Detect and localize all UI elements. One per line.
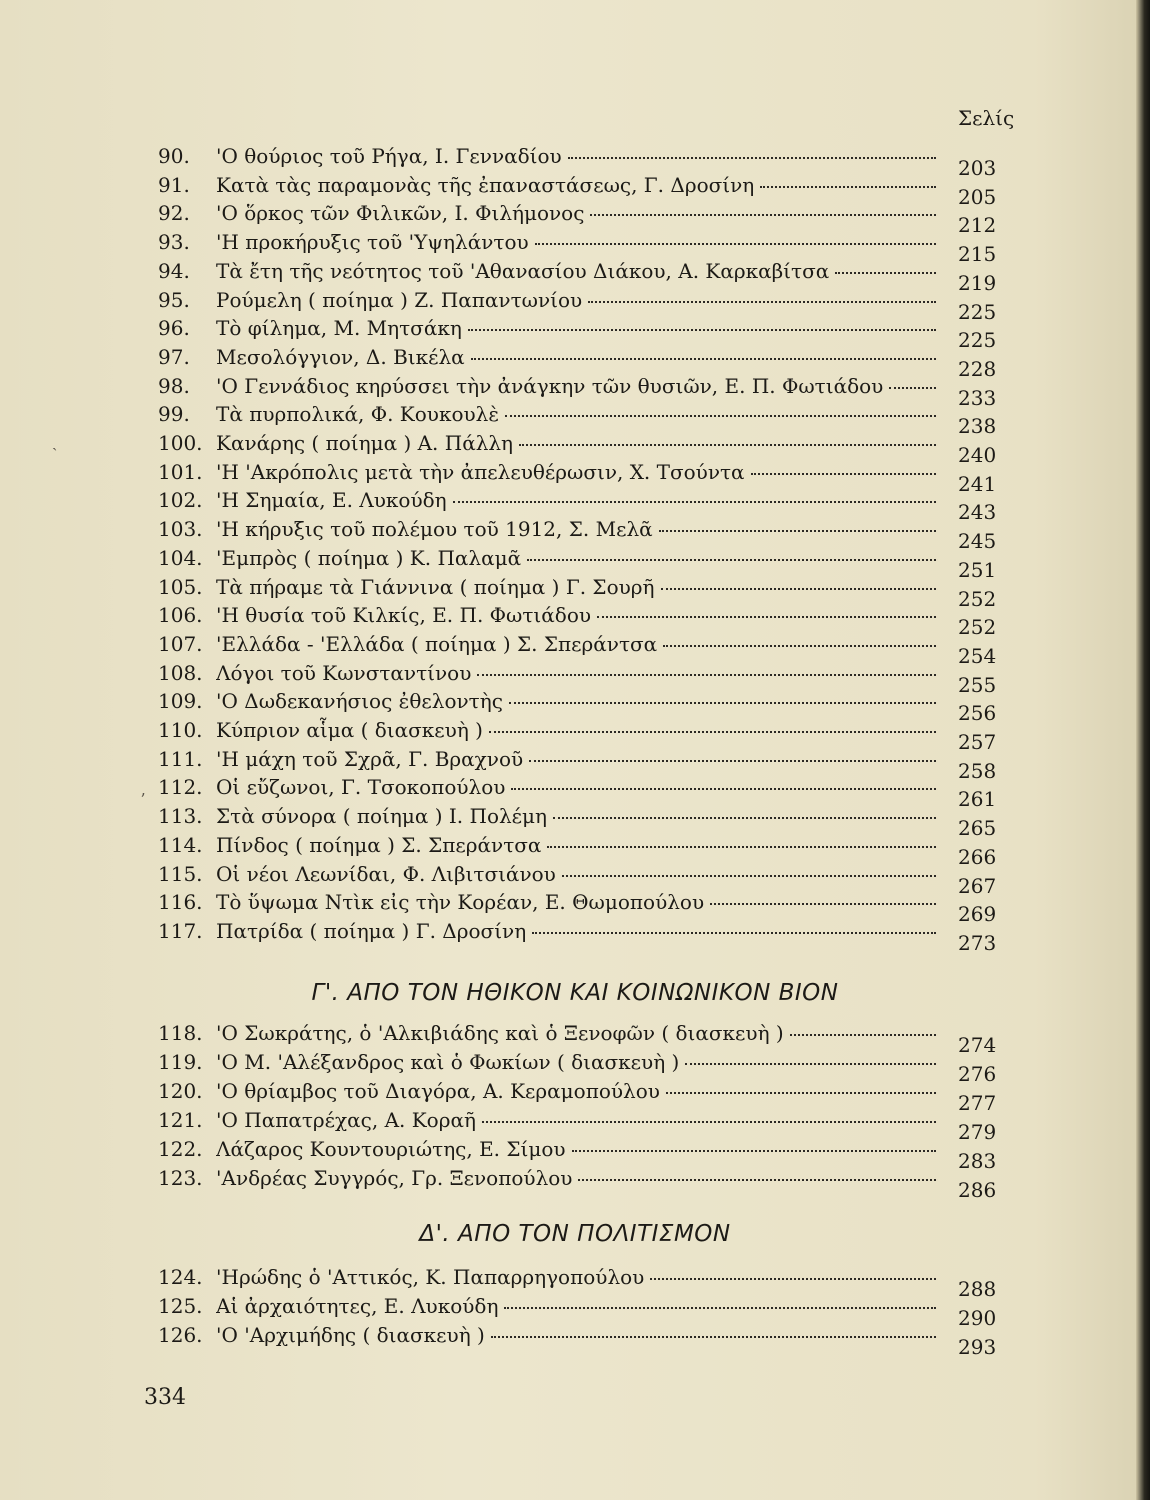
entry-title-wrapper — [216, 629, 936, 659]
toc-entry — [158, 514, 998, 554]
dot-leader — [547, 844, 936, 848]
dot-leader — [477, 672, 936, 676]
entry-page-number: 286 — [958, 1178, 997, 1202]
entry-title: Τὰ πήραμε τὰ Γιάννινα ( ποίημα ) Γ. Σουρῆ — [216, 574, 655, 599]
entry-page-number: 219 — [958, 270, 997, 295]
entry-page-number: 252 — [958, 615, 997, 640]
entry-page-number: 225 — [958, 328, 997, 353]
entry-title-wrapper — [216, 772, 936, 802]
entry-title-wrapper — [216, 1047, 936, 1077]
entry-page-number: 283 — [958, 1149, 997, 1173]
dot-leader — [572, 1148, 936, 1152]
entry-page-number: 258 — [958, 758, 997, 783]
toc-entry — [158, 916, 998, 955]
dot-leader — [519, 442, 936, 446]
toc-entry — [158, 1018, 998, 1057]
entry-page-number: 277 — [958, 1091, 997, 1115]
entry-title: Κανάρης ( ποίημα ) Α. Πάλλη — [216, 431, 514, 455]
entry-number: 92. — [158, 201, 190, 226]
entry-title-wrapper — [216, 801, 936, 831]
entry-page-number: 279 — [958, 1120, 997, 1144]
entry-title-wrapper — [216, 1018, 936, 1048]
entry-title-wrapper — [216, 313, 936, 343]
entry-page-number: 240 — [958, 443, 997, 467]
entry-number: 123. — [158, 1166, 203, 1190]
entry-page-number: 205 — [958, 184, 997, 209]
margin-mark: ʼ — [140, 790, 146, 809]
toc-entry — [158, 1076, 998, 1115]
entry-number: 105. — [158, 574, 203, 599]
entry-title: 'Ελλάδα - 'Ελλάδα ( ποίημα ) Σ. Σπεράντσα — [216, 631, 658, 656]
entry-page-number: 255 — [958, 672, 997, 697]
dot-leader — [535, 241, 936, 245]
dot-leader — [468, 327, 936, 331]
entry-title: 'Ο Μ. 'Αλέξανδρος καὶ ὁ Φωκίων ( διασκευὴ ) — [216, 1050, 680, 1074]
toc-entry — [158, 830, 998, 869]
toc-entry — [158, 887, 998, 927]
entry-number: 97. — [158, 344, 190, 369]
entry-number: 107. — [158, 631, 203, 656]
entry-title: 'Ο Γεννάδιος κηρύσσει τὴν ἀνάγκην τῶν θυσιῶν, Ε. Π. Φωτιάδου — [216, 373, 884, 398]
entry-number: 90. — [158, 144, 190, 168]
dot-leader — [590, 212, 936, 216]
dot-leader — [666, 1090, 936, 1094]
dot-leader — [453, 499, 936, 503]
entry-page-number: 288 — [958, 1277, 997, 1301]
entry-title-wrapper — [216, 371, 936, 401]
entry-page-number: 267 — [958, 873, 997, 898]
entry-number: 93. — [158, 230, 190, 255]
entry-number: 102. — [158, 488, 203, 513]
toc-entry — [158, 227, 998, 267]
entry-title: Τὰ πυρπολικά, Φ. Κουκουλὲ — [216, 402, 500, 427]
toc-entry — [158, 1163, 998, 1202]
entry-title-wrapper — [216, 399, 936, 429]
dot-leader — [588, 299, 936, 303]
entry-page-number: 252 — [958, 586, 997, 611]
entry-title: Πίνδος ( ποίημα ) Σ. Σπεράντσα — [216, 832, 542, 857]
entry-title: 'Ο ὅρκος τῶν Φιλικῶν, Ι. Φιλήμονος — [216, 201, 585, 226]
entry-number: 112. — [158, 775, 203, 800]
entry-title-wrapper — [216, 1320, 936, 1350]
entry-page-number: 266 — [958, 844, 997, 869]
toc-entry — [158, 772, 998, 812]
dot-leader — [471, 356, 936, 360]
entry-title: 'Ο Σωκράτης, ὁ 'Αλκιβιάδης καὶ ὁ Ξενοφῶν ( διασκευὴ ) — [216, 1021, 784, 1045]
dot-leader — [760, 184, 936, 188]
entry-page-number: 238 — [958, 414, 997, 439]
entry-page-number: 243 — [958, 500, 997, 525]
entry-number: 126. — [158, 1323, 203, 1347]
entry-page-number: 276 — [958, 1062, 997, 1086]
entry-number: 94. — [158, 258, 190, 283]
entry-title: 'Η μάχη τοῦ Σχρᾶ, Γ. Βραχνοῦ — [216, 746, 524, 771]
dot-leader — [504, 1305, 936, 1309]
toc-entry — [158, 399, 998, 439]
entry-page-number: 245 — [958, 529, 997, 554]
dot-leader — [835, 270, 936, 274]
entry-title-wrapper — [216, 859, 936, 889]
entry-title: 'Η 'Ακρόπολις μετὰ τὴν ἀπελευθέρωσιν, Χ. Τσούντα — [216, 459, 745, 484]
toc-entry — [158, 1291, 998, 1330]
toc-entry — [158, 1134, 998, 1173]
entry-title-wrapper — [216, 1105, 936, 1135]
entry-title-wrapper — [216, 342, 936, 372]
section-heading-d: Δ'. ΑΠΟ ΤΟΝ ΠΟΛΙΤΙΣΜΟΝ — [419, 1221, 731, 1247]
entry-title: Τὸ ὕψωμα Ντὶκ εἰς τὴν Κορέαν, Ε. Θωμοπούλου — [216, 890, 705, 915]
dot-leader — [578, 1177, 936, 1181]
entry-page-number: 274 — [958, 1033, 997, 1057]
entry-number: 124. — [158, 1265, 203, 1289]
entry-title: Κατὰ τὰς παραμονὰς τῆς ἐπαναστάσεως, Γ. Δροσίνη — [216, 172, 755, 197]
entry-title: Τὸ φίλημα, Μ. Μητσάκη — [216, 316, 462, 341]
entry-page-number: 212 — [958, 213, 997, 238]
entry-number: 119. — [158, 1050, 203, 1074]
entry-number: 121. — [158, 1108, 203, 1132]
toc-entry — [158, 428, 998, 467]
entry-page-number: 269 — [958, 902, 997, 927]
toc-entry — [158, 285, 998, 324]
toc-entry — [158, 371, 998, 410]
entry-page-number: 257 — [958, 730, 997, 754]
entry-number: 122. — [158, 1137, 203, 1161]
toc-entry — [158, 658, 998, 697]
entry-title-wrapper — [216, 916, 936, 946]
entry-page-number: 215 — [958, 242, 997, 267]
entry-page-number: 203 — [958, 156, 997, 180]
entry-title: Αἱ ἀρχαιότητες, Ε. Λυκούδη — [216, 1294, 499, 1318]
dot-leader — [568, 155, 936, 159]
dot-leader — [889, 385, 936, 389]
dot-leader — [562, 873, 936, 877]
toc-entry — [158, 572, 998, 611]
toc-entry — [158, 198, 998, 238]
dot-leader — [491, 1334, 936, 1338]
dot-leader — [489, 729, 936, 733]
entry-title: Κύπριον αἷμα ( διασκευὴ ) — [216, 718, 483, 742]
toc-entry — [158, 313, 998, 353]
entry-number: 109. — [158, 689, 203, 714]
entry-number: 125. — [158, 1294, 203, 1318]
dot-leader — [650, 1276, 936, 1280]
entry-page-number: 265 — [958, 816, 997, 841]
dot-leader — [511, 786, 936, 790]
entry-number: 117. — [158, 918, 203, 943]
entry-title: Λόγοι τοῦ Κωνσταντίνου — [216, 660, 472, 685]
toc-entry — [158, 686, 998, 726]
entry-number: 114. — [158, 832, 203, 857]
entry-title: 'Ο Παπατρέχας, Α. Κοραῆ — [216, 1108, 476, 1132]
toc-entry — [158, 1262, 998, 1301]
entry-title-wrapper — [216, 141, 936, 171]
entry-page-number: 228 — [958, 356, 997, 381]
entry-title-wrapper — [216, 715, 936, 745]
entry-title-wrapper — [216, 1291, 936, 1321]
entry-page-number: 293 — [958, 1335, 997, 1359]
entry-title-wrapper — [216, 428, 936, 458]
entry-page-number: 251 — [958, 557, 997, 582]
entry-page-number: 261 — [958, 787, 997, 812]
toc-entry — [158, 256, 998, 295]
entry-title-wrapper — [216, 485, 936, 515]
entry-number: 101. — [158, 459, 203, 484]
entry-title: Μεσολόγγιον, Δ. Βικέλα — [216, 344, 465, 369]
margin-dot: ˎ — [52, 432, 58, 451]
entry-number: 120. — [158, 1079, 203, 1103]
entry-page-number: 241 — [958, 471, 997, 496]
toc-entry — [158, 485, 998, 525]
entry-title-wrapper — [216, 1134, 936, 1164]
page-folio-number: 334 — [144, 1385, 186, 1410]
toc-entry — [158, 141, 998, 180]
entry-number: 106. — [158, 603, 203, 628]
entry-title: 'Η θυσία τοῦ Κιλκίς, Ε. Π. Φωτιάδου — [216, 603, 592, 628]
toc-entry — [158, 600, 998, 640]
entry-number: 98. — [158, 373, 190, 398]
entry-title-wrapper — [216, 543, 936, 573]
section-heading-c: Γ'. ΑΠΟ ΤΟΝ ΗΘΙΚΟΝ ΚΑΙ ΚΟΙΝΩΝΙΚΟΝ ΒΙΟΝ — [311, 980, 839, 1006]
entry-page-number: 233 — [958, 385, 997, 410]
entry-title: Οἱ εὔζωνοι, Γ. Τσοκοπούλου — [216, 775, 506, 800]
dot-leader — [505, 413, 936, 417]
dot-leader — [685, 1061, 936, 1065]
entry-number: 96. — [158, 316, 190, 341]
toc-entry — [158, 801, 998, 841]
page-column-header: Σελίς — [958, 106, 1015, 130]
entry-title-wrapper — [216, 658, 936, 688]
entry-number: 95. — [158, 287, 190, 312]
entry-title: Πατρίδα ( ποίημα ) Γ. Δροσίνη — [216, 918, 527, 943]
entry-title: 'Ο 'Αρχιμήδης ( διασκευὴ ) — [216, 1323, 485, 1347]
entry-page-number: 256 — [958, 701, 997, 726]
dot-leader — [661, 586, 936, 590]
entry-number: 111. — [158, 746, 203, 771]
entry-title-wrapper — [216, 457, 936, 487]
entry-title: Λάζαρος Κουντουριώτης, Ε. Σίμου — [216, 1137, 566, 1161]
entry-title-wrapper — [216, 572, 936, 602]
entry-title: Τὰ ἔτη τῆς νεότητος τοῦ 'Αθανασίου Διάκου, Α. Καρκαβίτσα — [216, 258, 830, 283]
entry-number: 115. — [158, 861, 203, 886]
entry-title-wrapper — [216, 1076, 936, 1106]
dot-leader — [710, 901, 936, 905]
entry-title-wrapper — [216, 686, 936, 716]
entry-title-wrapper — [216, 198, 936, 228]
entry-number: 116. — [158, 890, 203, 915]
entry-title: 'Η κήρυξις τοῦ πολέμου τοῦ 1912, Σ. Μελᾶ — [216, 517, 653, 542]
entry-number: 100. — [158, 431, 203, 455]
entry-title-wrapper — [216, 227, 936, 257]
entry-title-wrapper — [216, 256, 936, 286]
toc-entry — [158, 543, 998, 582]
toc-entry — [158, 1105, 998, 1144]
entry-title-wrapper — [216, 1262, 936, 1292]
toc-entry — [158, 629, 998, 668]
entry-title: Στὰ σύνορα ( ποίημα ) Ι. Πολέμη — [216, 804, 548, 829]
entry-number: 110. — [158, 718, 203, 742]
toc-entry — [158, 1320, 998, 1359]
entry-title-wrapper — [216, 1163, 936, 1193]
entry-page-number: 290 — [958, 1306, 997, 1330]
entry-number: 108. — [158, 660, 203, 685]
dot-leader — [553, 815, 936, 819]
entry-number: 113. — [158, 804, 203, 829]
dot-leader — [597, 614, 936, 618]
toc-entry — [158, 1047, 998, 1086]
entry-title: Ρούμελη ( ποίημα ) Ζ. Παπαντωνίου — [216, 287, 583, 312]
toc-entry — [158, 744, 998, 783]
entry-title-wrapper — [216, 830, 936, 860]
entry-number: 91. — [158, 172, 190, 197]
dot-leader — [532, 930, 936, 934]
toc-entry — [158, 859, 998, 898]
entry-title: 'Ο θούριος τοῦ Ρήγα, Ι. Γενναδίου — [216, 144, 562, 168]
dot-leader — [509, 700, 936, 704]
entry-title-wrapper — [216, 887, 936, 917]
entry-page-number: 225 — [958, 299, 997, 324]
dot-leader — [663, 643, 936, 647]
dot-leader — [790, 1032, 936, 1036]
entry-title-wrapper — [216, 600, 936, 630]
entry-title: 'Εμπρὸς ( ποίημα ) Κ. Παλαμᾶ — [216, 545, 522, 570]
page-edge-shadow — [1136, 0, 1150, 1500]
toc-entry — [158, 457, 998, 496]
entry-title: 'Ηρώδης ὁ 'Αττικός, Κ. Παπαρρηγοπούλου — [216, 1265, 645, 1289]
toc-entry — [158, 170, 998, 209]
toc-entry — [158, 342, 998, 381]
dot-leader — [529, 758, 936, 762]
entry-page-number: 273 — [958, 930, 997, 955]
dot-leader — [751, 471, 936, 475]
entry-number: 99. — [158, 402, 190, 427]
entry-title-wrapper — [216, 514, 936, 544]
entry-title: 'Ανδρέας Συγγρός, Γρ. Ξενοπούλου — [216, 1166, 573, 1190]
toc-entry — [158, 715, 998, 754]
entry-title-wrapper — [216, 285, 936, 315]
entry-title: 'Ο Δωδεκανήσιος ἐθελοντὴς — [216, 689, 503, 714]
entry-number: 118. — [158, 1021, 203, 1045]
dot-leader — [659, 528, 936, 532]
entry-number: 104. — [158, 545, 203, 570]
entry-title-wrapper — [216, 744, 936, 774]
entry-title: 'Η προκήρυξις τοῦ 'Υψηλάντου — [216, 230, 529, 255]
dot-leader — [482, 1119, 936, 1123]
entry-page-number: 254 — [958, 643, 997, 668]
entry-title-wrapper — [216, 170, 936, 200]
entry-title: 'Ο θρίαμβος τοῦ Διαγόρα, Α. Κεραμοπούλου — [216, 1079, 660, 1103]
entry-title: 'Η Σημαία, Ε. Λυκούδη — [216, 488, 447, 513]
entry-number: 103. — [158, 517, 203, 542]
entry-title: Οἱ νέοι Λεωνίδαι, Φ. Λιβιτσιάνου — [216, 861, 556, 886]
dot-leader — [527, 557, 936, 561]
